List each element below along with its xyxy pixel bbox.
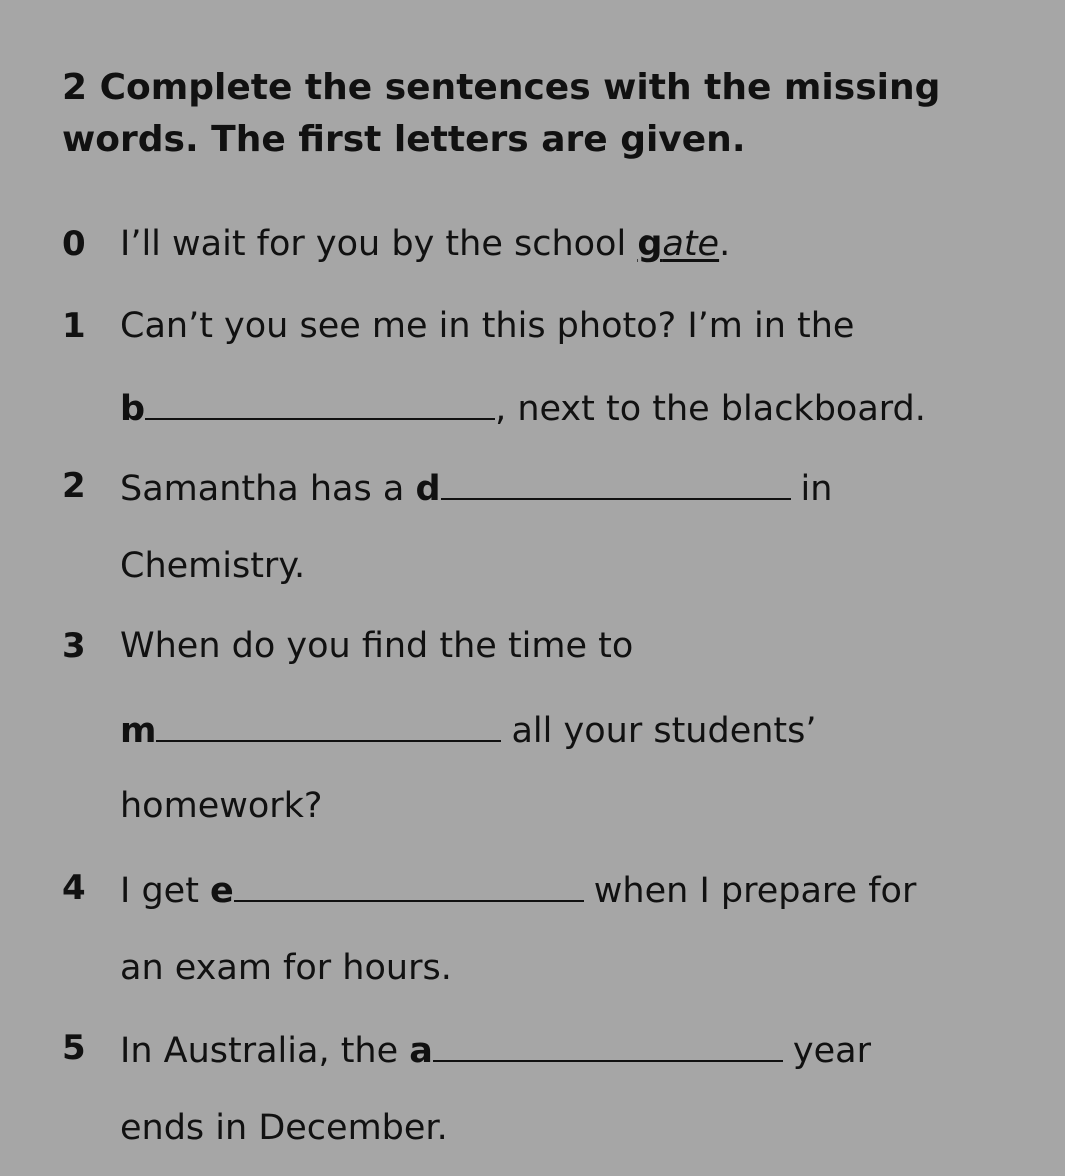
item-5-first-letter: a — [409, 1031, 433, 1071]
item-0-number: 0 — [62, 224, 86, 264]
item-0-answer: ate — [662, 224, 720, 264]
item-3-answer-blank[interactable] — [156, 706, 501, 742]
item-4-first-letter: e — [210, 871, 234, 911]
item-4-before: I get — [120, 871, 211, 911]
item-2-before: Samantha has a — [120, 469, 416, 509]
item-4-answer-blank[interactable] — [234, 866, 584, 902]
item-0-after: . — [719, 224, 731, 264]
item-5-number: 5 — [62, 1028, 86, 1068]
item-4-line2: an exam for hours. — [120, 948, 452, 988]
item-0-sentence — [120, 222, 730, 266]
item-0-before: I’ll wait for you by the school — [120, 224, 638, 264]
item-2-first-letter: d — [415, 469, 441, 509]
item-3-after: all your students’ — [511, 711, 817, 751]
item-5-line2: ends in December. — [120, 1108, 448, 1148]
item-5-before: In Australia, the — [120, 1031, 410, 1071]
item-5-answer-blank[interactable] — [433, 1026, 783, 1062]
item-2-line1 — [120, 464, 832, 511]
item-1-number: 1 — [62, 306, 86, 346]
item-2-answer-blank[interactable] — [441, 464, 791, 500]
exercise-title: 2 Complete the sentences with the missing words. The first letters are given. — [62, 67, 941, 160]
item-5-line1 — [120, 1026, 871, 1073]
item-4-number: 4 — [62, 868, 86, 908]
item-4-line1 — [120, 866, 916, 913]
item-2-line2: Chemistry. — [120, 546, 306, 586]
item-4-after: when I prepare for — [593, 871, 917, 911]
item-3-number: 3 — [62, 626, 86, 666]
item-1-after: , next to the blackboard. — [495, 389, 926, 429]
item-1-line2 — [120, 384, 926, 431]
item-2-after: in — [800, 469, 833, 509]
item-3-line3: homework? — [120, 786, 323, 826]
item-3-first-letter: m — [120, 711, 157, 751]
item-3-line2 — [120, 706, 817, 753]
item-3-line1: When do you find the time to — [120, 626, 634, 666]
item-1-answer-blank[interactable] — [145, 384, 495, 420]
item-2-number: 2 — [62, 466, 86, 506]
item-1-line1: Can’t you see me in this photo? I’m in the — [120, 306, 855, 346]
item-1-first-letter: b — [120, 389, 146, 429]
item-0-first-letter: g — [637, 224, 663, 264]
item-5-after: year — [792, 1031, 871, 1071]
